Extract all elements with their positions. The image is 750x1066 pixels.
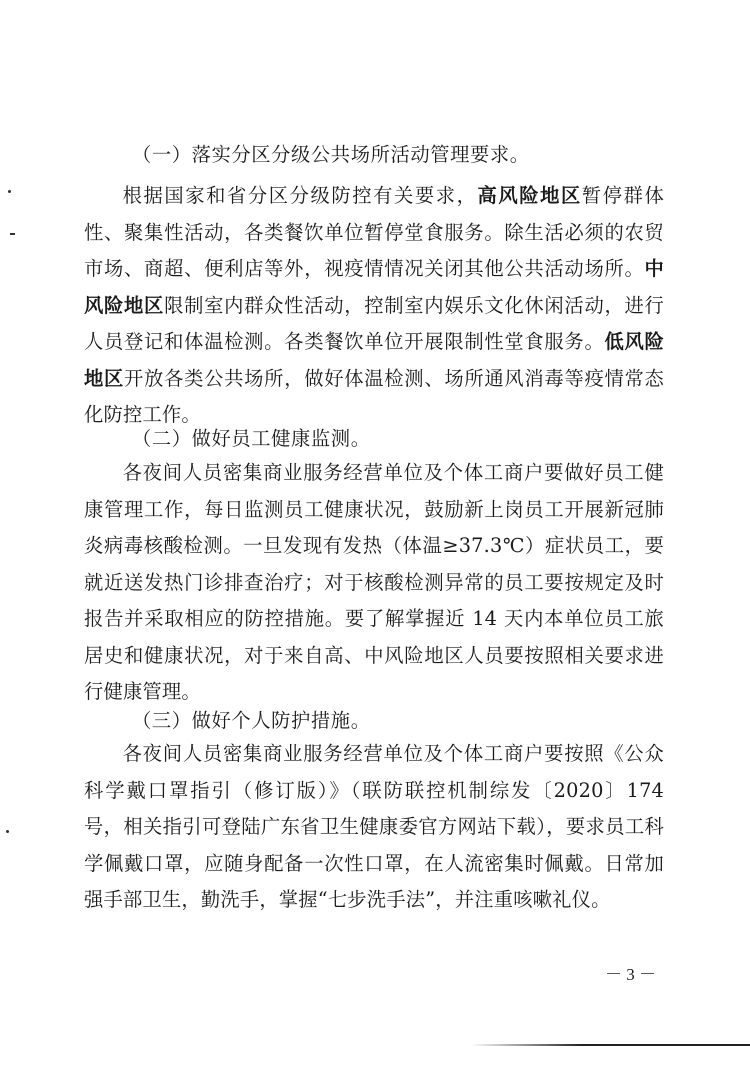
scan-edge-line: [470, 1044, 750, 1046]
body-text: 根据国家和省分区分级防控有关要求，: [122, 184, 478, 207]
section-body-3: [84, 736, 664, 919]
section-heading-3: （三）做好个人防护措施。: [132, 709, 371, 732]
section-heading-2: （二）做好员工健康监测。: [132, 427, 371, 450]
section-body-2: [84, 455, 664, 711]
risk-level-low: 低风险地区: [84, 330, 664, 390]
scan-mark: [6, 830, 9, 833]
section-heading-1: （一）落实分区分级公共场所活动管理要求。: [132, 143, 530, 166]
section-body-1: [84, 178, 664, 434]
risk-level-medium: 中风险地区: [84, 257, 664, 317]
risk-level-high: 高风险地区: [477, 184, 582, 207]
body-text: 暂停群体性、聚集性活动，各类餐饮单位暂停堂食服务。除生活必须的农贸市场、商超、便利店等外，视疫情情况关闭其他公共活动场所。: [84, 184, 665, 280]
scan-mark: [10, 233, 15, 235]
page-number: － 3 －: [605, 965, 656, 984]
body-text: 各夜间人员密集商业服务经营单位及个体工商户要做好员工健康管理工作，每日监测员工健康状况，鼓励新上岗员工开展新冠肺炎病毒核酸检测。一旦发现有发热（体温≥37.3℃）症状员工，要就近送发热门诊排查治疗；对于核酸检测异常的员工要按规定及时报告并采取相应的防控措施。要了解掌握近 14 天内本单位员工旅居史和健康状况，对于来自高、中风险地区人员要按照相关要求进行健康管理。: [84, 461, 664, 703]
body-text: 各夜间人员密集商业服务经营单位及个体工商户要按照《公众科学戴口罩指引（修订版）》（联防联控机制综发〔2020〕174 号，相关指引可登陆广东省卫生健康委官方网站下载），要求员工科学佩戴口罩，应随身配备一次性口罩，在人流密集时佩戴。日常加强手部卫生，勤洗手，掌握“七步洗手法”，并注重咳嗽礼仪。: [84, 742, 664, 911]
scan-mark: [8, 190, 11, 193]
body-text: 开放各类公共场所，做好体温检测、场所通风消毒等疫情常态化防控工作。: [84, 366, 664, 426]
body-text: 限制室内群众性活动，控制室内娱乐文化休闲活动，进行人员登记和体温检测。各类餐饮单位开展限制性堂食服务。: [84, 293, 664, 353]
